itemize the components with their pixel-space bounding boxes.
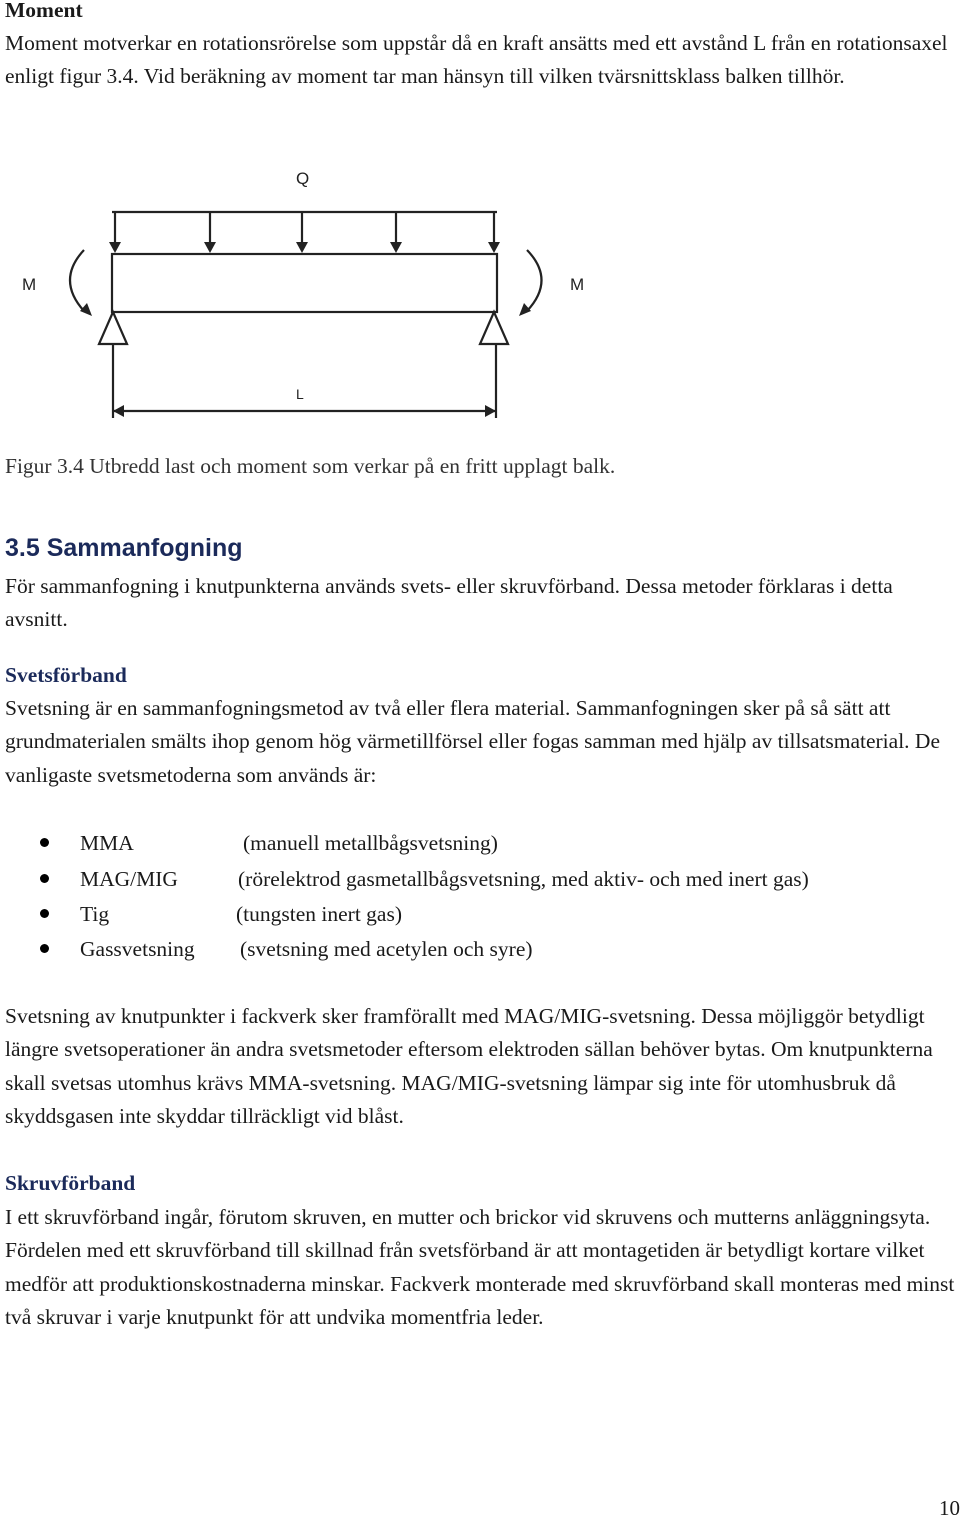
method-abbr: Gassvetsning bbox=[80, 937, 195, 961]
figure-label-l: L bbox=[296, 386, 304, 402]
welding-paragraph: Svetsning är en sammanfogningsmetod av två eller flera material. Sammanfogningen sker på så sätt att grundmaterialen smälts ihop genom hög värmetillförsel eller fogas samman med hjälp av tillsatsmaterial. De vanligaste svetsmetoderna som används är: bbox=[5, 696, 940, 787]
moment-paragraph: Moment motverkar en rotationsrörelse som uppstår då en kraft ansätts med ett avstånd L från en rotationsaxel enligt figur 3.4. Vid beräkning av moment tar man hänsyn till vilken tvärsnittsklass balken tillhör. bbox=[5, 31, 948, 89]
list-item bbox=[0, 826, 960, 860]
figure-label-q: Q bbox=[296, 169, 310, 188]
bullet-icon bbox=[40, 944, 49, 953]
bullet-icon bbox=[40, 909, 49, 918]
bolts-paragraph: I ett skruvförband ingår, förutom skruven, en mutter och brickor vid skruvens och mutterns anläggningsyta. Fördelen med ett skruvförband till skillnad från svetsförband är att montagetiden är betydligt kortare vilket medför att produktionskostnaderna minskar. Fackverk monterade med skruvförband skall monteras med minst två skruvar i varje knutpunkt för att undvika momentfria leder. bbox=[5, 1205, 955, 1330]
left-support bbox=[99, 312, 127, 344]
bullet-icon bbox=[40, 874, 49, 883]
left-moment-arc bbox=[70, 250, 84, 311]
section-intro: För sammanfogning i knutpunkterna används svets- eller skruvförband. Dessa metoder förklaras i detta avsnitt. bbox=[5, 574, 893, 632]
section-heading: 3.5 Sammanfogning bbox=[5, 534, 243, 562]
list-item bbox=[0, 932, 960, 966]
right-moment-arc bbox=[527, 250, 542, 311]
bolts-heading: Skruvförband bbox=[5, 1171, 136, 1195]
method-abbr: Tig bbox=[80, 902, 110, 926]
method-desc: (svetsning med acetylen och syre) bbox=[240, 937, 533, 961]
beam bbox=[112, 254, 497, 312]
figure-label-m-right: M bbox=[570, 275, 585, 294]
page-number: 10 bbox=[939, 1496, 960, 1520]
list-item bbox=[0, 862, 960, 896]
method-desc: (tungsten inert gas) bbox=[236, 902, 402, 926]
beam-diagram bbox=[0, 155, 640, 430]
method-desc: (rörelektrod gasmetallbågsvetsning, med aktiv- och med inert gas) bbox=[238, 867, 809, 891]
method-abbr: MMA bbox=[80, 831, 134, 855]
method-abbr: MAG/MIG bbox=[80, 867, 178, 891]
welding-heading: Svetsförband bbox=[5, 663, 127, 687]
right-support bbox=[480, 312, 508, 344]
moment-heading: Moment bbox=[5, 0, 83, 22]
bullet-icon bbox=[40, 838, 49, 847]
figure-caption: Figur 3.4 Utbredd last och moment som verkar på en fritt upplagt balk. bbox=[5, 454, 616, 478]
figure-label-m-left: M bbox=[22, 275, 37, 294]
welding-paragraph-2: Svetsning av knutpunkter i fackverk sker framförallt med MAG/MIG-svetsning. Dessa möjliggör betydligt längre svetsoperationer än andra svetsmetoder eftersom elektroden sällan behöver bytas. Om knutpunkterna skall svetsas utomhus krävs MMA-svetsning. MAG/MIG-svetsning lämpar sig inte för utomhusbruk då skyddsgasen inte skyddar tillräckligt vid blåst. bbox=[5, 1004, 933, 1129]
list-item bbox=[0, 897, 960, 931]
method-desc: (manuell metallbågsvetsning) bbox=[243, 831, 498, 855]
